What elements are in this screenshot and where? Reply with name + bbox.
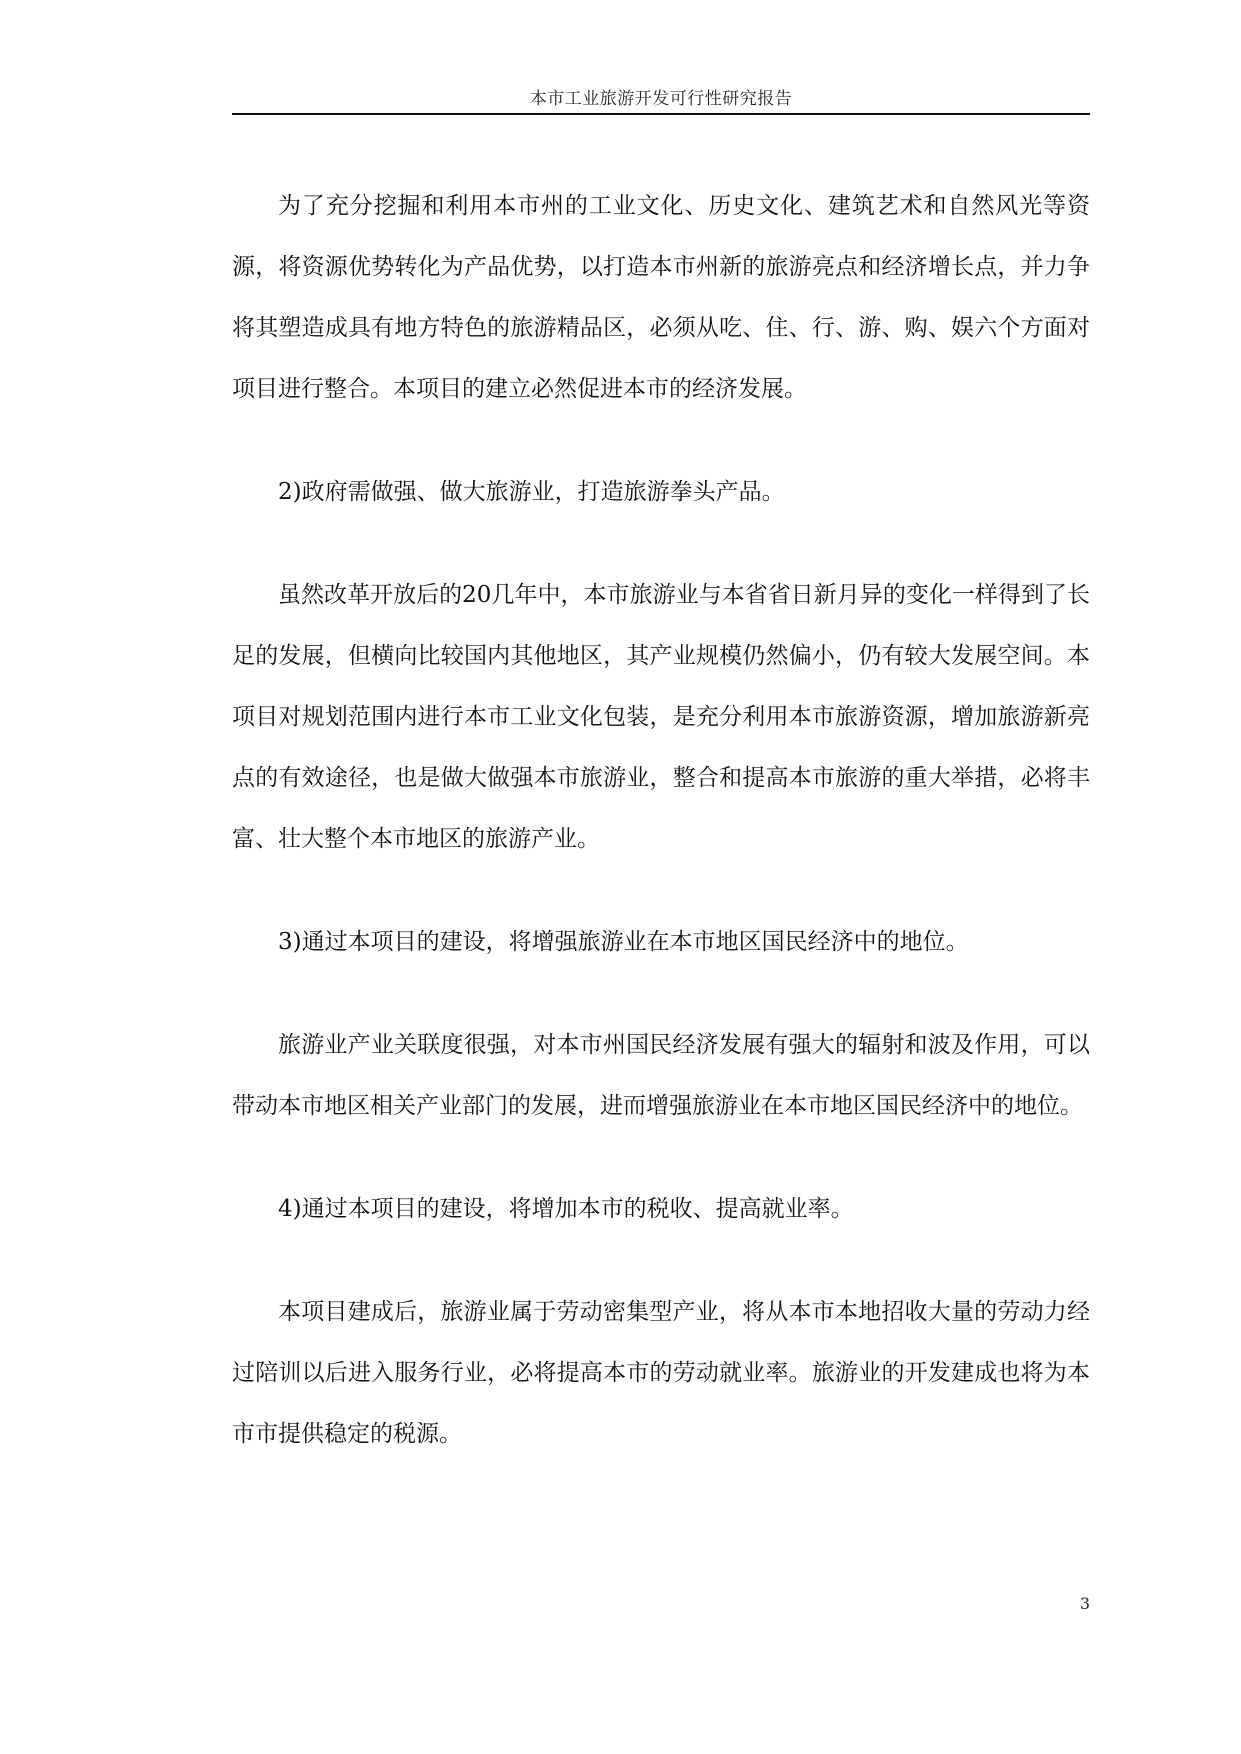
point-4-heading: 4)通过本项目的建设，将增加本市的税收、提高就业率。	[278, 1196, 854, 1222]
header-rule	[232, 113, 1090, 115]
paragraph-tourism-development: 虽然改革开放后的20几年中，本市旅游业与本省省日新月异的变化一样得到了长足的发展，但横向比较国内其他地区，其产业规模仍然偏小，仍有较大发展空间。本项目对规划范围内进行本市工业文化包装，是充分利用本市旅游资源，增加旅游新亮点的有效途径，也是做大做强本市旅游业，整合和提高本市旅游的重大举措，必将丰富、壮大整个本市地区的旅游产业。	[232, 582, 1090, 852]
body-text	[232, 176, 1090, 1507]
paragraph-tax-employment: 本项目建成后，旅游业属于劳动密集型产业，将从本市本地招收大量的劳动力经过陪训以后进入服务行业，必将提高本市的劳动就业率。旅游业的开发建成也将为本市市提供稳定的税源。	[232, 1299, 1090, 1447]
paragraph-resource-integration: 为了充分挖掘和利用本市州的工业文化、历史文化、建筑艺术和自然风光等资源，将资源优势转化为产品优势，以打造本市州新的旅游亮点和经济增长点，并力争将其塑造成具有地方特色的旅游精品区，必须从吃、住、行、游、购、娱六个方面对项目进行整合。本项目的建立必然促进本市的经济发展。	[232, 193, 1090, 402]
paragraph-economic-status: 旅游业产业关联度很强，对本市州国民经济发展有强大的辐射和波及作用，可以带动本市地区相关产业部门的发展，进而增强旅游业在本市地区国民经济中的地位。	[232, 1032, 1090, 1119]
point-2-heading: 2)政府需做强、做大旅游业，打造旅游拳头产品。	[278, 479, 785, 505]
page-number: 3	[1079, 1594, 1090, 1613]
point-3-heading: 3)通过本项目的建设，将增强旅游业在本市地区国民经济中的地位。	[278, 929, 969, 955]
running-header: 本市工业旅游开发可行性研究报告	[529, 89, 793, 109]
